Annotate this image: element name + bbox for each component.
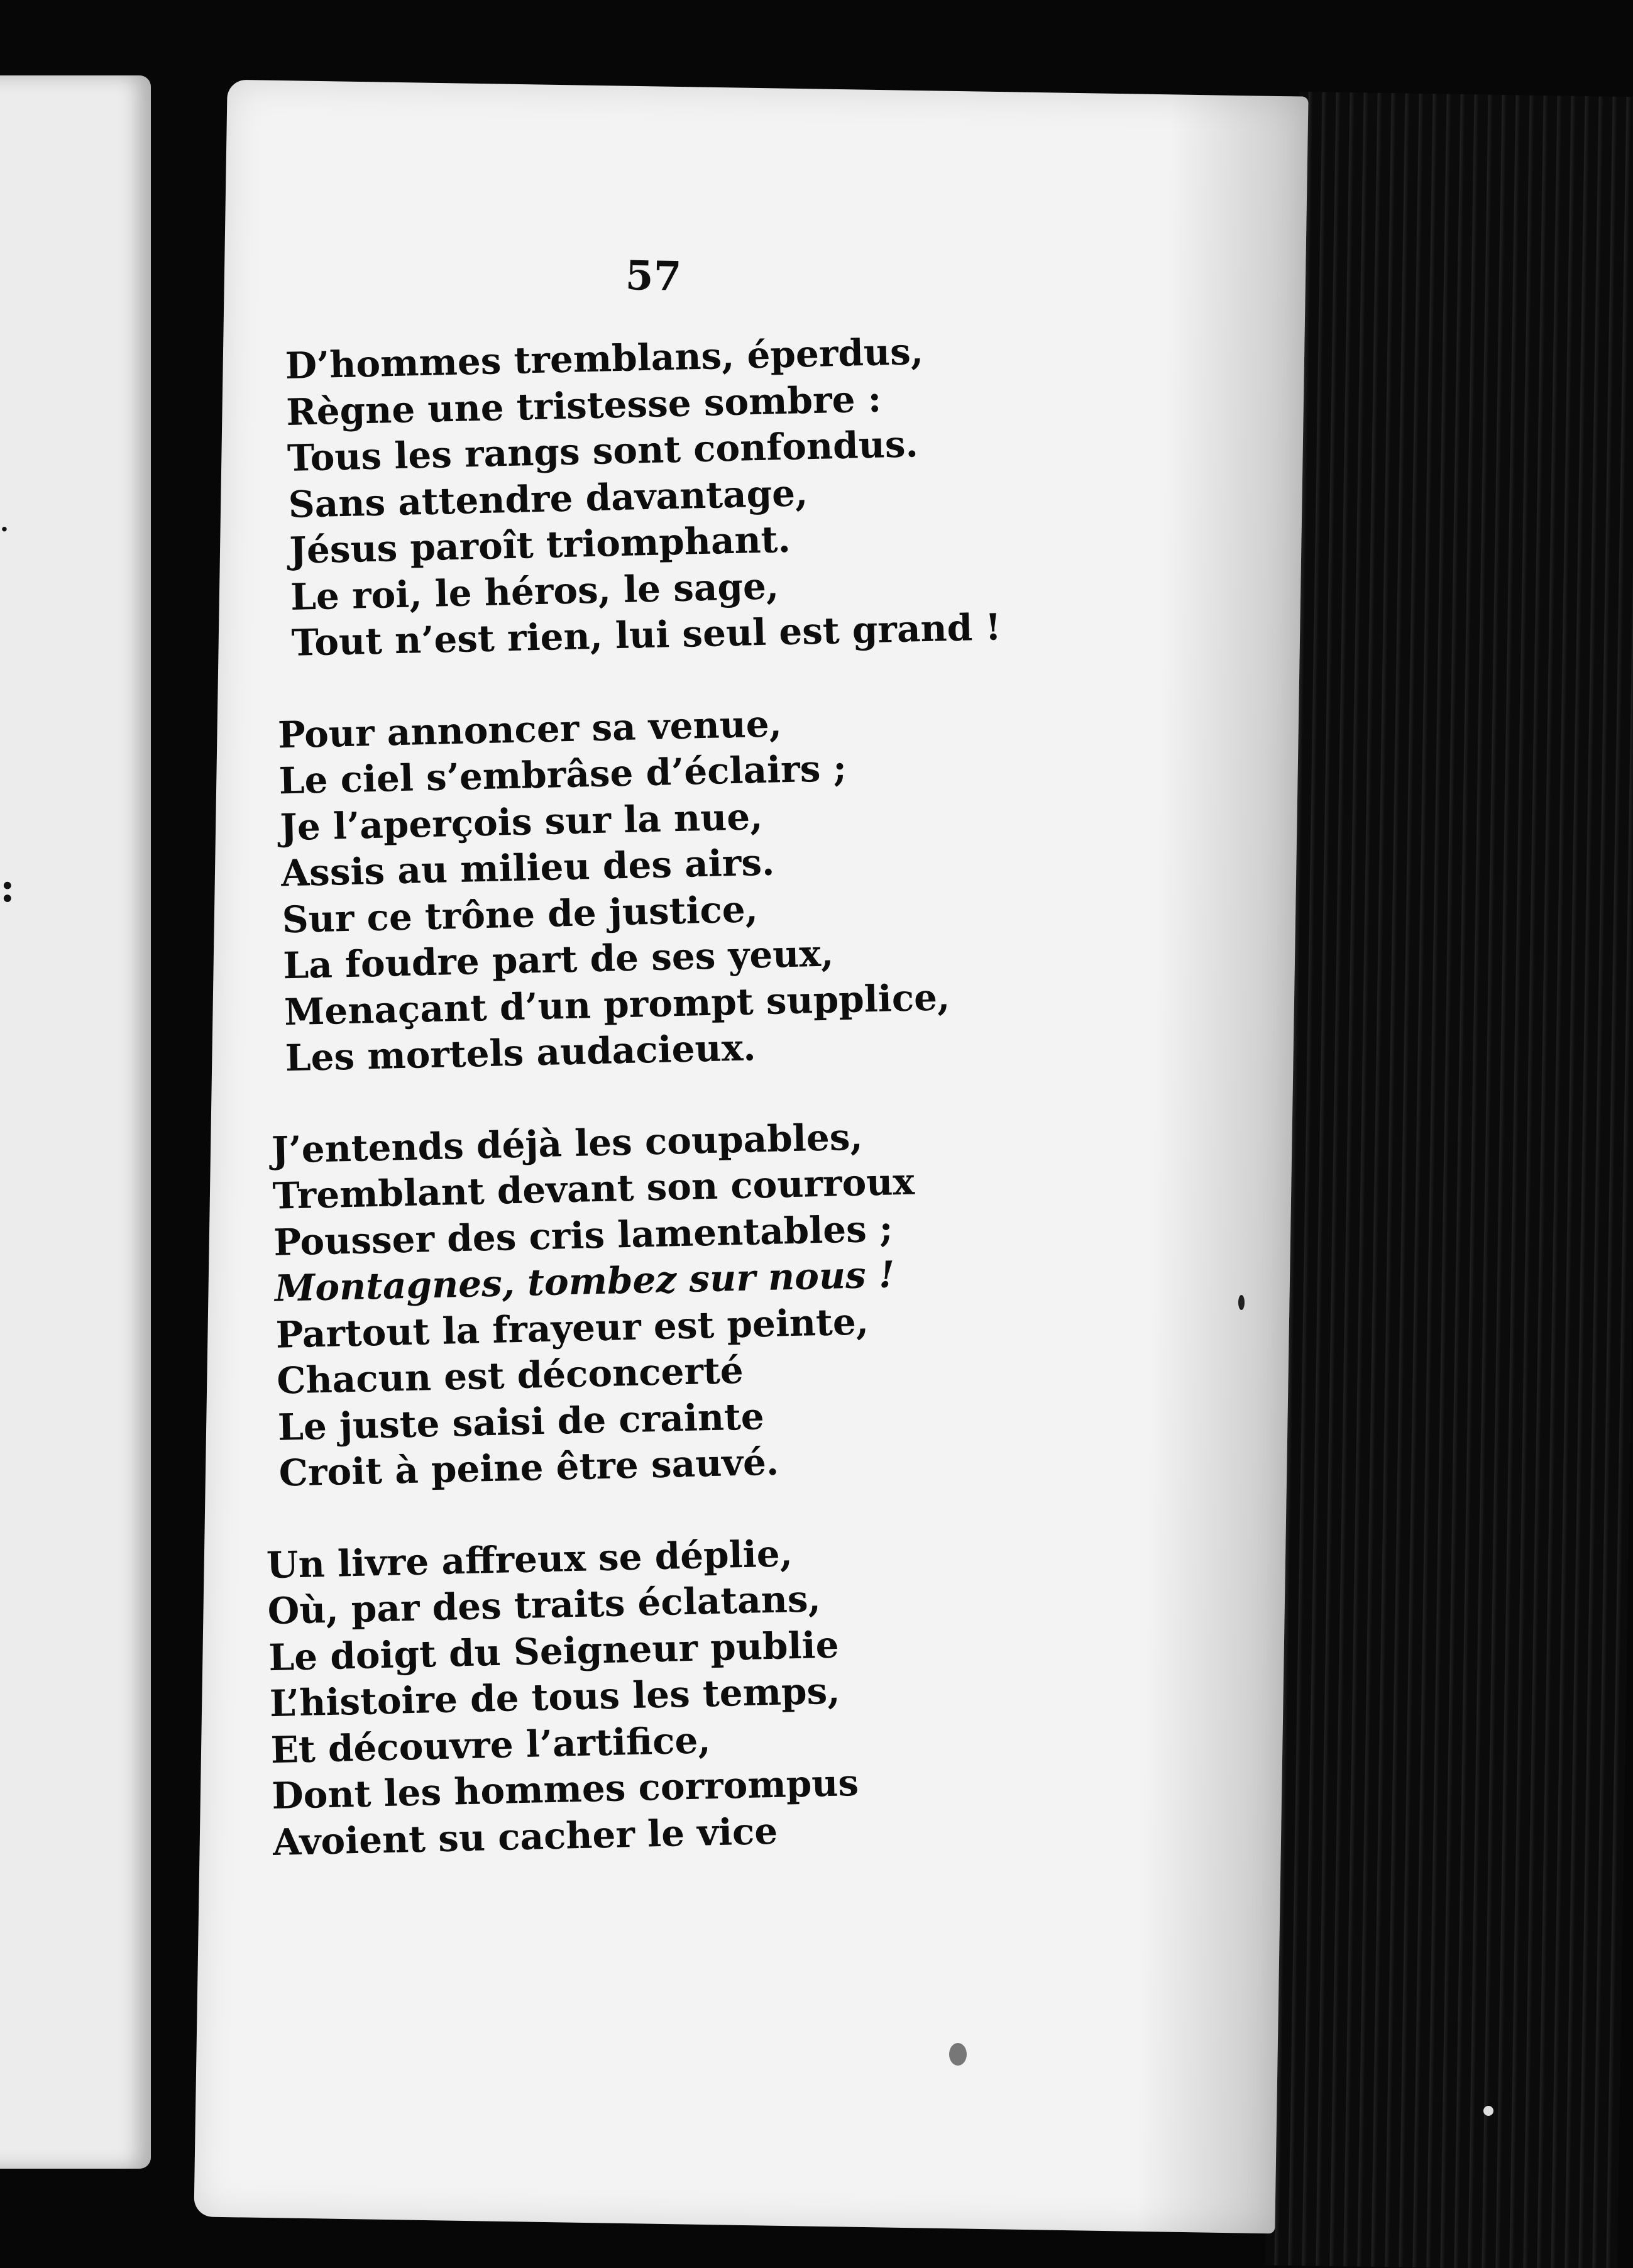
stanza-4 — [266, 1525, 1049, 1866]
poem-line: Croit à peine être sauvé. — [278, 1440, 779, 1495]
left-page-fragment: : — [0, 864, 15, 911]
poem-line: Tout n’est rien, lui seul est grand ! — [291, 605, 1002, 664]
poem-line: Où, par des traits éclatans, — [267, 1577, 822, 1633]
stanza-3 — [271, 1110, 1041, 1497]
poem-line: J’entends déjà les coupables, — [271, 1115, 864, 1172]
stanza-1 — [285, 327, 1022, 667]
page-fleck — [949, 2043, 967, 2066]
poem-line: Pousser des cris lamentables ; — [273, 1206, 894, 1264]
poem-line: Jésus paroît triomphant. — [289, 517, 791, 572]
poem-line: Assis au milieu des airs. — [280, 840, 775, 895]
poem-line: Dont les hommes corrompus — [271, 1761, 859, 1818]
page-fleck — [1483, 2106, 1493, 2116]
poem-line: Tous les rangs sont confondus. — [287, 422, 919, 480]
poem-line-italic: Montagnes, tombez sur nous ! — [274, 1253, 896, 1310]
poem-line: Un livre affreux se déplie, — [266, 1531, 793, 1587]
poem-line: Je l’aperçois sur la nue, — [279, 795, 764, 849]
poem-line: Avoient su cacher le vice — [272, 1809, 778, 1864]
page-number: 57 — [625, 252, 682, 300]
poem-line: Et découvre l’artifice, — [270, 1718, 712, 1771]
poem-line: Le doigt du Seigneur publie — [268, 1623, 840, 1679]
poem-line: Les mortels audacieux. — [285, 1026, 757, 1080]
poem-line: Sans attendre davantage, — [288, 471, 808, 526]
facing-left-page — [0, 75, 151, 2169]
poem-text — [229, 327, 1050, 1912]
page-fleck — [1238, 1295, 1245, 1310]
poem-line: L’histoire de tous les temps, — [269, 1669, 841, 1726]
poem-line: Sur ce trône de justice, — [282, 887, 759, 941]
poem-line: Tremblant devant son courroux — [272, 1160, 915, 1218]
poem-line: D’hommes tremblans, éperdus, — [285, 329, 924, 387]
poem-line: Le ciel s’embrâse d’éclairs ; — [278, 746, 847, 803]
poem-line: Menaçant d’un prompt supplice, — [283, 975, 950, 1033]
poem-line: Règne une tristesse sombre : — [285, 377, 882, 434]
poem-line: La foudre part de ses yeux, — [282, 932, 834, 988]
book-spine-edge — [1265, 92, 1633, 2268]
poem-line: Le juste saisi de crainte — [277, 1394, 765, 1449]
stanza-2 — [277, 695, 1031, 1082]
poem-line: Partout la frayeur est peinte, — [275, 1299, 869, 1357]
poem-line: Chacun est déconcerté — [276, 1348, 744, 1402]
poem-line: Le roi, le héros, le sage, — [290, 564, 779, 619]
left-page-fleck: . — [0, 508, 9, 537]
poem-line: Pour annoncer sa venue, — [277, 702, 783, 756]
